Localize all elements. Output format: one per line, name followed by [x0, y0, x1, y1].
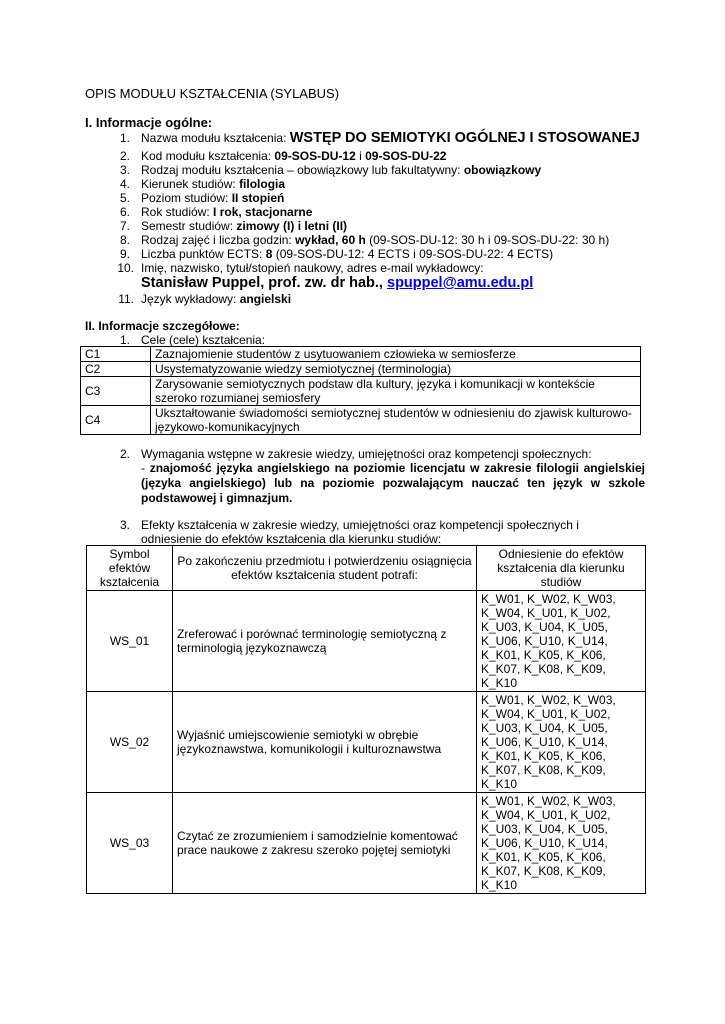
table-row [81, 377, 641, 406]
effect-text: Wyjaśnić umiejscowienie semiotyki w obrębie językoznawstwa, komunikologii i kulturoznawstwa [173, 692, 477, 793]
table-row [87, 591, 646, 692]
lecturer-email-link[interactable]: spuppel@amu.edu.pl [387, 275, 534, 291]
header-reference: Odniesienie do efektów kształcenia dla kierunku studiów [477, 546, 646, 591]
header-outcome: Po zakończeniu przedmiotu i potwierdzeniu osiągnięcia efektów kształcenia student potrafi: [173, 546, 477, 591]
table-row [87, 793, 646, 894]
requirements-text: - znajomość języka angielskiego na poziomie licencjatu w zakresie filologii angielskiej (języka angielskiego) lub na poziomie pozwalającym nauczać ten język w szkole podstawowej i gimnazjum. [141, 461, 645, 505]
header-symbol: Symbol efektów kształcenia [87, 546, 173, 591]
effect-refs: K_W01, K_W02, K_W03, K_W04, K_U01, K_U02, K_U03, K_U04, K_U05, K_U06, K_U10, K_U14, K_K01, K_K05, K_K06, K_K07, K_K08, K_K09, K_K10 [477, 692, 646, 793]
effect-code: WS_03 [87, 793, 173, 894]
document-page: OPIS MODUŁU KSZTAŁCENIA (SYLABUS) I. Informacje ogólne: 1. Nazwa modułu kształcenia: WSTĘP DO SEMIOTYKI OGÓLNEJ I STOSOWANEJ 2. Kod modułu kształcenia: 09-SOS-DU-12 i 09-SOS-DU-22 3. Rodzaj modułu kształcenia – obowiązkowy lub fakultatywny: obowiązkowy 4. Kierunek studiów: filologia 5. Poziom studiów: II stopień 6. Rok studiów: I rok, stacjonarne 7. Semestr studiów: zimowy (I) i letni (II) 8. Rodzaj zajęć i liczba godzin: wykład, 60 h (09-SOS-DU-12: 30 h i 09-SOS-DU-22: 30 h) 9. Liczba punktów ECTS: 8 (09-SOS-DU-12: 4 ECTS i 09-SOS-DU-22: 4 ECTS) 10. Imię, nazwisko, tytuł/stopień naukowy, adres e-mail wykładowcy: Stanisław Puppel, prof. zw. dr hab., spuppel@amu.edu.pl 11. Język wykładowy: angielski II. Informacje szczegółowe: 1. Cele (cele) kształcenia: C1 Zaznajomienie studentów z usytuowaniem człowieka w semiosferze C2 Usystematyzowanie wiedzy semiotycznej (terminologia) C3 Zarysowanie semiotycznych podstaw dla kultury, języka i komunikacji w kontekście szeroko rozumianej semiosfery C4 Ukształtowanie świadomości semiotycznej studentów w odniesieniu do zjawisk kulturowo-językowo-komunikacyjnych 2. Wymagania wstępne w zakresie wiedzy, umiejętności oraz kompetencji społecznych: - znajomość języka angielskiego na poziomie licencjatu w zakresie filologii angielskiej (języka angielskiego) lub na poziomie pozwalającym nauczać ten język w szkole podstawowej i gimnazjum. 3. Efekty kształcenia w zakresie wiedzy, umiejętności oraz kompetencji społecznych i odniesienie do efektów kształcenia dla kierunku studiów: Symbol efektów kształcenia Po zakończeniu przedmiotu i potwierdzeniu osiągnięcia efektów kształcenia student potrafi: Odniesienie do efektów kształcenia dla kierunku studiów WS_01 Zreferować i porównać terminologię semiotyczną z terminologią językoznawczą K_W01, K_W02, K_W03, K_W04, K_U01, K_U02, K_U03, K_U04, K_U05, K_U06, K_U10, K_U14, K_K01, K_K05, K_K06, K_K07, K_K08, K_K09, K_K10 WS_02 Wyjaśnić umiejscowienie semiotyki w obrębie językoznawstwa, komunikologii i kulturoznawstwa K_W01, K_W02, K_W03, K_W04, K_U01, K_U02, K_U03, K_U04, K_U05, K_U06, K_U10, K_U14, K_K01, K_K05, K_K06, K_K07, K_K08, K_K09, K_K10 WS_03 Czytać ze zrozumieniem i samodzielnie komentować prace naukowe z zakresu szeroko pojętej semiotyki K_W01, K_W02, K_W03, K_W04, K_U01, K_U02, K_U03, K_U04, K_U05, K_U06, K_U10, K_U14, K_K01, K_K05, K_K06, K_K07, K_K08, K_K09, K_K10 [0, 0, 725, 1024]
table-row [81, 362, 641, 377]
goal-code: C1 [81, 347, 151, 362]
table-header-row [87, 546, 646, 591]
lecturer-line [141, 275, 533, 292]
section-detailed-heading: II. Informacje szczegółowe: [85, 319, 240, 333]
goal-code: C2 [81, 362, 151, 377]
effect-text: Zreferować i porównać terminologię semiotyczną z terminologią językoznawczą [173, 591, 477, 692]
page-title: OPIS MODUŁU KSZTAŁCENIA (SYLABUS) [85, 86, 340, 101]
table-row [81, 406, 641, 435]
effect-refs: K_W01, K_W02, K_W03, K_W04, K_U01, K_U02, K_U03, K_U04, K_U05, K_U06, K_U10, K_U14, K_K01, K_K05, K_K06, K_K07, K_K08, K_K09, K_K10 [477, 591, 646, 692]
effect-text: Czytać ze zrozumieniem i samodzielnie komentować prace naukowe z zakresu szeroko pojętej semiotyki [173, 793, 477, 894]
table-row [87, 692, 646, 793]
effect-refs: K_W01, K_W02, K_W03, K_W04, K_U01, K_U02, K_U03, K_U04, K_U05, K_U06, K_U10, K_U14, K_K01, K_K05, K_K06, K_K07, K_K08, K_K09, K_K10 [477, 793, 646, 894]
goal-code: C4 [81, 406, 151, 435]
goals-table [80, 346, 641, 435]
goal-code: C3 [81, 377, 151, 406]
table-row [81, 347, 641, 362]
goal-text: Zarysowanie semiotycznych podstaw dla kultury, języka i komunikacji w kontekście szeroko rozumianej semiosfery [151, 377, 641, 406]
goal-text: Zaznajomienie studentów z usytuowaniem człowieka w semiosferze [151, 347, 641, 362]
lecturer-name: Stanisław Puppel, prof. zw. dr hab., [141, 275, 387, 291]
goal-text: Usystematyzowanie wiedzy semiotycznej (terminologia) [151, 362, 641, 377]
effects-table [86, 545, 646, 894]
effect-code: WS_01 [87, 591, 173, 692]
goal-text: Ukształtowanie świadomości semiotycznej studentów w odniesieniu do zjawisk kulturowo-językowo-komunikacyjnych [151, 406, 641, 435]
effect-code: WS_02 [87, 692, 173, 793]
section-general-heading: I. Informacje ogólne: [85, 115, 213, 130]
module-name-value: WSTĘP DO SEMIOTYKI OGÓLNEJ I STOSOWANEJ [289, 130, 640, 146]
